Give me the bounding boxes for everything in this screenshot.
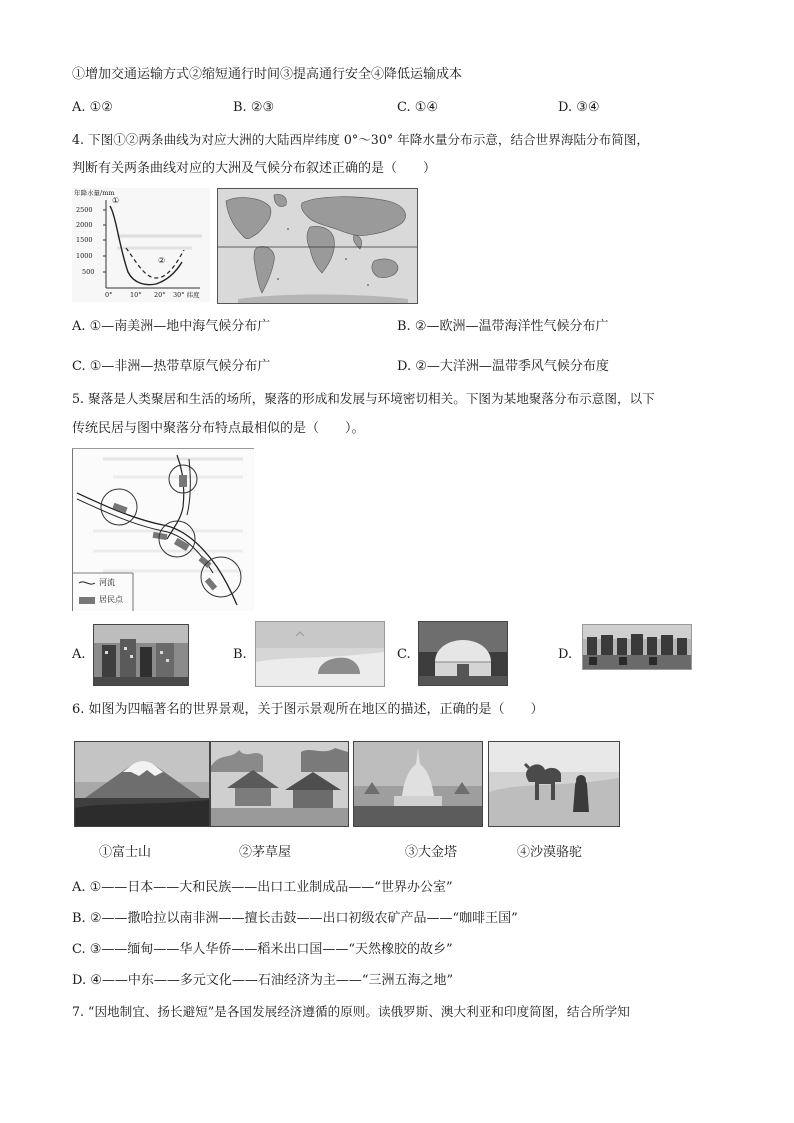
- q5-choice-c-label: C.: [397, 647, 411, 662]
- q4-chart-xtick: 30° 纬度: [173, 291, 200, 299]
- q5-legend-river: 河流: [99, 578, 115, 587]
- q4-choice-d: D. ②—大洋洲—温带季风气候分布度: [397, 359, 609, 374]
- q6-caption-4: ④沙漠骆驼: [517, 845, 583, 860]
- q5-choice-b-label: B.: [233, 647, 247, 662]
- q6-caption-2: ②茅草屋: [239, 845, 292, 860]
- q5-choice-d-label: D.: [558, 647, 573, 662]
- q6-choice-d: D. ④——中东——多元文化——石油经济为主——“三洲五海之地”: [72, 973, 454, 988]
- q4-chart-mark-1: ①: [112, 196, 120, 205]
- q6-choice-b: B. ②——撒哈拉以南非洲——擅长击鼓——出口初级农矿产品——“咖啡王国”: [72, 911, 518, 926]
- q6-photo-fuji: [74, 741, 210, 827]
- q6-choice-c: C. ③——缅甸——华人华侨——稻米出口国——“天然橡胶的故乡”: [72, 942, 453, 957]
- q6-stem: 6. 如图为四幅著名的世界景观，关于图示景观所在地区的描述，正确的是（ ）: [72, 702, 544, 717]
- q6-caption-1: ①富士山: [99, 845, 152, 860]
- q4-choice-c: C. ①—非洲—热带草原气候分布广: [72, 359, 271, 374]
- q4-chart-ytick: 2000: [76, 221, 93, 229]
- q5-choice-c-image: [418, 621, 508, 686]
- q5-settlement-map: [72, 448, 254, 611]
- q3-choice-a: A. ①②: [72, 100, 113, 115]
- q4-chart-xtick: 0°: [105, 291, 113, 299]
- q6-choice-a: A. ①——日本——大和民族——出口工业制成品——“世界办公室”: [72, 880, 453, 895]
- q6-photo-desert-camel: [488, 741, 620, 827]
- q4-choice-a: A. ①—南美洲—地中海气候分布广: [72, 319, 271, 334]
- q4-chart-mark-2: ②: [158, 256, 166, 265]
- q5-legend-settlement: 居民点: [99, 595, 123, 604]
- q6-caption-3: ③大金塔: [405, 845, 458, 860]
- q4-rainfall-chart: [72, 188, 210, 302]
- q5-choice-b-image: [255, 621, 385, 687]
- q5-choice-d-image: [582, 624, 692, 670]
- q4-stem-line2: 判断有关两条曲线对应的大洲及气候分布叙述正确的是（ ）: [72, 161, 437, 176]
- q4-stem-line1: 4. 下图①②两条曲线为对应大洲的大陆西岸纬度 0°～30° 年降水量分布示意，结合世界海陆分布简图，: [72, 132, 650, 147]
- q4-chart-ylabel: 年降水量/mm: [74, 189, 115, 197]
- q3-choice-d: D. ③④: [558, 100, 600, 115]
- q6-photo-golden-pagoda: [353, 741, 483, 827]
- q4-choice-b: B. ②—欧洲—温带海洋性气候分布广: [397, 319, 609, 334]
- q3-choice-b: B. ②③: [233, 100, 275, 115]
- q4-chart-xtick: 20°: [154, 291, 166, 299]
- q3-choice-c: C. ①④: [397, 100, 439, 115]
- q5-stem-line1: 5. 聚落是人类聚居和生活的场所，聚落的形成和发展与环境密切相关。下图为某地聚落分布示意图，以下: [72, 391, 655, 406]
- q4-chart-ytick: 1000: [76, 252, 93, 260]
- q4-chart-xtick: 10°: [130, 291, 142, 299]
- q4-chart-ytick: 2500: [76, 206, 93, 214]
- q5-stem-line2: 传统民居与图中聚落分布特点最相似的是（ ）。: [72, 421, 365, 436]
- q5-choice-a-image: [93, 624, 189, 686]
- q4-chart-ytick: 1500: [76, 236, 93, 244]
- q4-world-map: [217, 188, 418, 304]
- q5-choice-a-label: A.: [72, 647, 86, 662]
- q7-stem: 7. “因地制宜、扬长避短”是各国发展经济遵循的原则。读俄罗斯、澳大利亚和印度简图，结合所学知: [72, 1004, 630, 1019]
- q4-chart-ytick: 500: [82, 268, 95, 276]
- q6-photo-thatched-huts: [210, 741, 349, 827]
- q3-options-text: ①增加交通运输方式②缩短通行时间③提高通行安全④降低运输成本: [72, 67, 463, 82]
